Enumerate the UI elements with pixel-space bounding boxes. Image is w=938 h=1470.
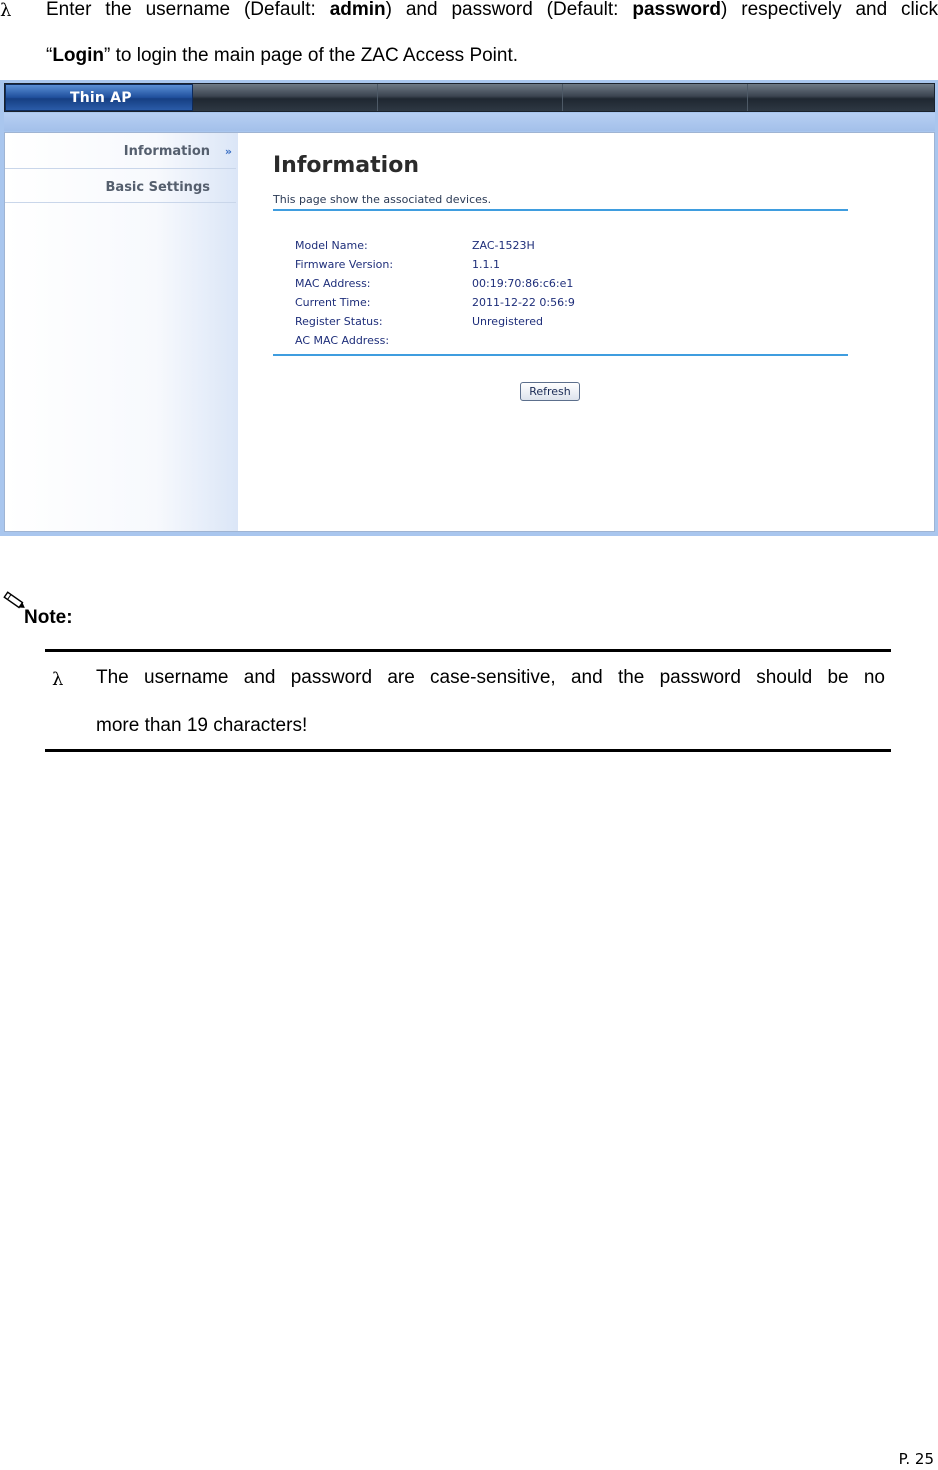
double-chevron-right-icon: »	[224, 145, 232, 158]
note-text-line-1: The username and password are case-sensitive, and the password should be no	[96, 667, 885, 688]
field-value-model-name: ZAC-1523H	[472, 239, 535, 252]
tab-thin-ap[interactable]	[5, 84, 193, 111]
sidebar-item-label: Basic Settings	[105, 180, 210, 195]
field-label-ac-mac-address: AC MAC Address:	[295, 334, 390, 347]
ap-web-ui-screenshot	[0, 80, 938, 536]
divider	[273, 209, 848, 211]
sidebar-item-label: Information	[123, 144, 210, 159]
sub-nav-bar	[4, 113, 935, 131]
note-text-line-2: more than 19 characters!	[96, 715, 308, 736]
top-nav-empty-tab-4[interactable]	[748, 84, 934, 111]
sidebar-item-information[interactable]	[5, 135, 236, 169]
bullet-symbol: λ	[0, 0, 12, 21]
top-nav-empty-tab-2[interactable]	[378, 84, 563, 111]
field-value-firmware-version: 1.1.1	[472, 258, 500, 271]
tab-thin-ap-label: Thin AP	[70, 90, 132, 106]
page-number: P. 25	[898, 1450, 934, 1468]
field-value-register-status: Unregistered	[472, 315, 543, 328]
field-label-mac-address: MAC Address:	[295, 277, 371, 290]
refresh-button[interactable]: Refresh	[520, 382, 580, 401]
note-bottom-rule	[45, 749, 891, 752]
top-nav-bar	[4, 83, 935, 112]
bullet-symbol: λ	[52, 669, 64, 690]
field-label-register-status: Register Status:	[295, 315, 383, 328]
sidebar	[5, 133, 238, 531]
content-frame	[4, 132, 935, 532]
sidebar-item-basic-settings[interactable]	[5, 169, 236, 203]
field-value-current-time: 2011-12-22 0:56:9	[472, 296, 575, 309]
note-top-rule	[45, 649, 891, 652]
top-nav-empty-tab-1[interactable]	[193, 84, 378, 111]
page-title: Information	[273, 153, 419, 178]
intro-line-2: “Login” to login the main page of the ZAC Access Point.	[46, 45, 519, 66]
top-nav-empty-tab-3[interactable]	[563, 84, 748, 111]
intro-line-1: Enter the username (Default: admin) and password (Default: password) respectively and click	[46, 0, 938, 20]
field-label-firmware-version: Firmware Version:	[295, 258, 394, 271]
field-value-mac-address: 00:19:70:86:c6:e1	[472, 277, 574, 290]
field-label-model-name: Model Name:	[295, 239, 368, 252]
field-label-current-time: Current Time:	[295, 296, 371, 309]
note-label: Note:	[24, 607, 73, 628]
divider	[273, 354, 848, 356]
page-subtitle: This page show the associated devices.	[273, 193, 492, 206]
